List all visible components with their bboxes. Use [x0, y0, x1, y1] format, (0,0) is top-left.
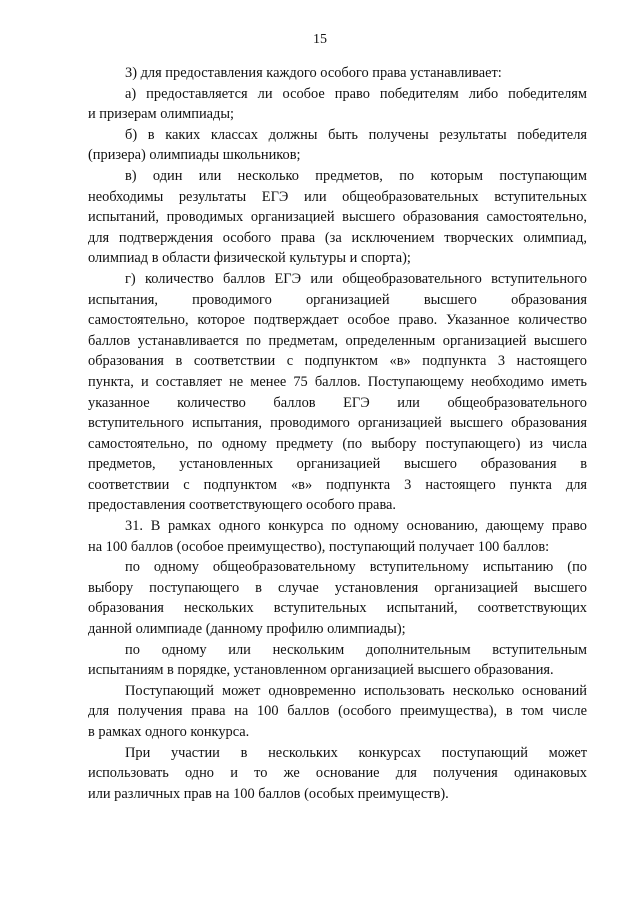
text-line: испытаний, проводимых организацией высшего образования самостоятельно, [88, 209, 587, 226]
text-line: олимпиад в области физической культуры и спорта); [88, 250, 411, 267]
text-line: и призерам олимпиады; [88, 106, 235, 123]
page-number: 15 [313, 32, 327, 47]
text-line: образования в соответствии с подпунктом «в» подпункта 3 настоящего [88, 353, 587, 370]
text-line: на 100 баллов (особое преимущество), поступающий получает 100 баллов: [88, 538, 550, 555]
text-line: испытания, проводимого организацией высшего образования [88, 291, 587, 308]
text-line: При участии в нескольких конкурсах поступающий может [125, 744, 587, 761]
text-line: использовать одно и то же основание для получения одинаковых [88, 765, 587, 782]
text-line: (призера) олимпиады школьников; [88, 147, 301, 164]
text-line: г) количество баллов ЕГЭ или общеобразовательного вступительного [125, 270, 587, 287]
text-line: образования нескольких вступительных испытаний, соответствующих [88, 600, 587, 617]
text-line: в рамках одного конкурса. [88, 724, 250, 740]
text-line: б) в каких классах должны быть получены результаты победителя [125, 126, 587, 143]
text-line: необходимы результаты ЕГЭ или общеобразовательных вступительных [88, 188, 587, 205]
text-line: для подтверждения особого права (за исключением творческих олимпиад, [88, 229, 587, 246]
text-line: по одному общеобразовательному вступительному испытанию (по [125, 559, 587, 576]
text-line: самостоятельно, по одному предмету (по выбору поступающего) из числа [88, 435, 587, 452]
text-line: испытаниям в порядке, установленном организацией высшего образования. [88, 662, 554, 679]
text-line: в) один или несколько предметов, по которым поступающим [125, 167, 587, 184]
text-line: 31. В рамках одного конкурса по одному основанию, дающему право [125, 518, 587, 535]
text-line: предоставления соответствующего особого права. [88, 497, 397, 514]
text-line: для получения права на 100 баллов (особого преимущества), в том числе [88, 703, 587, 720]
text-line: по одному или нескольким дополнительным вступительным [125, 641, 587, 658]
text-line: указанное количество баллов ЕГЭ или общеобразовательного [88, 394, 587, 411]
text-line: самостоятельно, которое подтверждает особое право. Указанное количество [88, 312, 587, 329]
text-line: а) предоставляется ли особое право победителям либо победителям [125, 85, 587, 102]
text-line: данной олимпиаде (данному профилю олимпиады); [88, 621, 406, 638]
text-line: пункта, и составляет не менее 75 баллов. Поступающему необходимо иметь [88, 373, 587, 390]
text-line: 3) для предоставления каждого особого права устанавливает: [125, 65, 502, 81]
document-body [88, 63, 587, 804]
text-line: баллов устанавливается по предметам, определенным организацией высшего [88, 332, 587, 349]
text-line: Поступающий может одновременно использовать несколько оснований [125, 682, 587, 699]
text-line: или различных прав на 100 баллов (особых преимуществ). [88, 785, 449, 802]
text-line: соответствии с подпунктом «в» подпункта 3 настоящего пункта для [88, 476, 587, 493]
text-line: выбору поступающего в случае установления организацией высшего [88, 579, 587, 596]
text-line: предметов, установленных организацией высшего образования в [88, 456, 587, 473]
text-line: вступительного испытания, проводимого организацией высшего образования [88, 415, 587, 432]
